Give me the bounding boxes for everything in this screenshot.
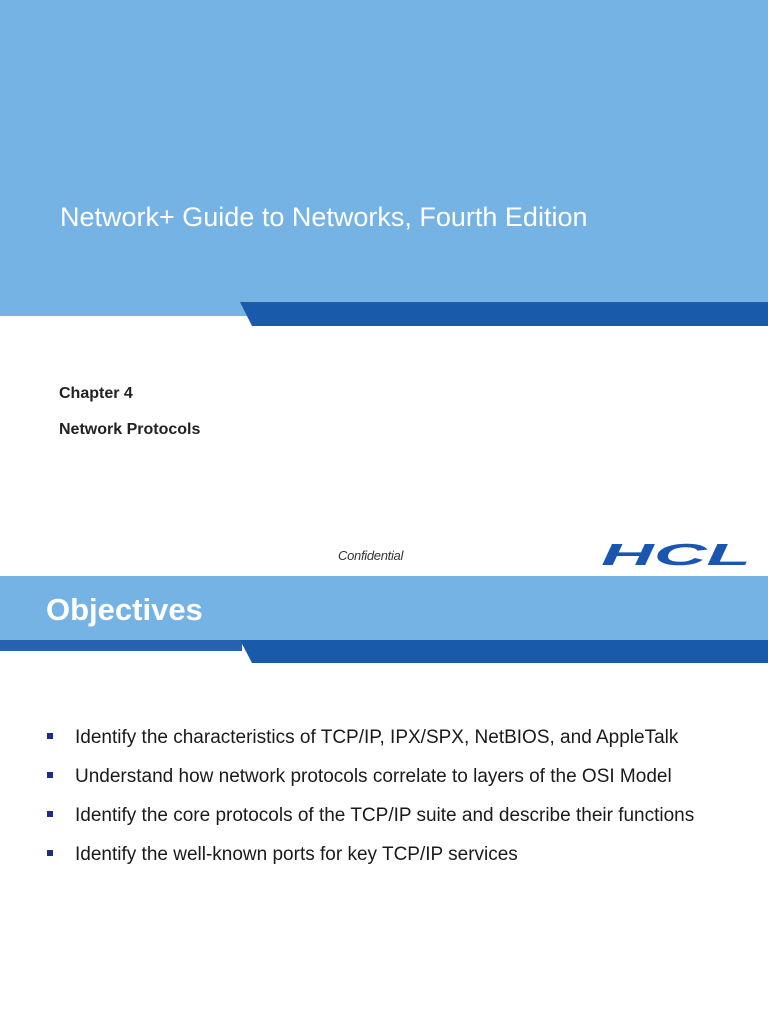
chapter-subtitle: Network Protocols [59,421,201,438]
list-item [46,836,746,873]
slide-title: Network+ Guide to Networks, Fourth Edition [60,202,588,232]
bullet-text: Identify the characteristics of TCP/IP, IPX/SPX, NetBIOS, and AppleTalk [75,727,679,748]
square-bullet-icon [47,850,53,856]
objectives-title: Objectives [46,592,203,627]
chapter-label: Chapter 4 [59,385,133,402]
bullet-text: Understand how network protocols correlate to layers of the OSI Model [75,766,672,787]
confidential-label: Confidential [338,548,404,563]
objectives-slide [0,576,768,1024]
bullet-text: Identify the core protocols of the TCP/IP suite and describe their functions [75,805,695,826]
title-accent-band [0,302,768,326]
title-banner [0,0,768,302]
objectives-list [46,719,746,875]
list-item [46,719,746,756]
hcl-logo-text: HCL [601,540,751,568]
bullet-text: Identify the well-known ports for key TCP/IP services [75,844,518,865]
list-item [46,758,746,795]
objectives-accent-band [0,640,768,664]
hcl-logo [598,540,754,568]
square-bullet-icon [47,733,53,739]
square-bullet-icon [47,772,53,778]
list-item [46,797,746,834]
square-bullet-icon [47,811,53,817]
